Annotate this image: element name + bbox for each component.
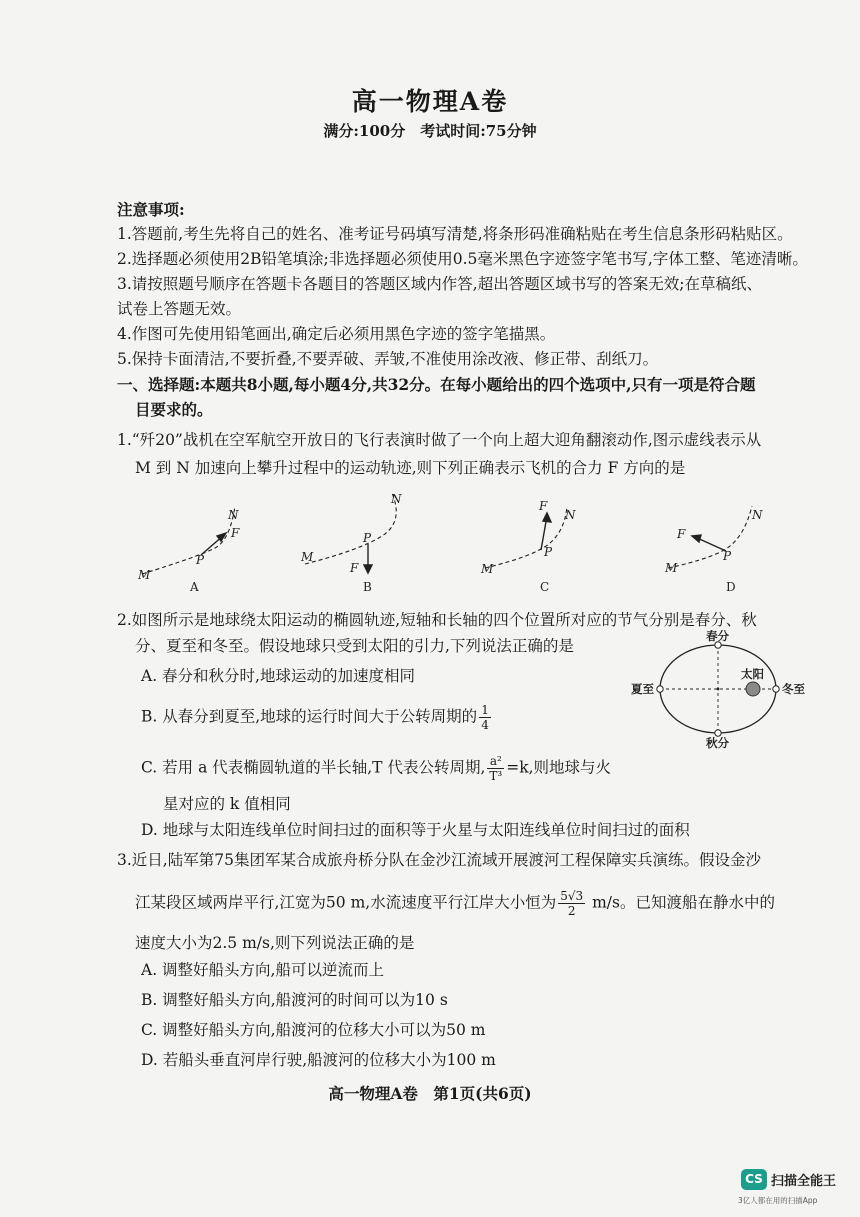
notice-item: 4.作图可先使用铅笔画出,确定后必须用黑色字迹的签字笔描黑。: [117, 325, 556, 343]
label-F: F: [539, 499, 548, 513]
notice-item: 试卷上答题无效。: [117, 300, 242, 318]
label-F: F: [350, 561, 359, 575]
option-label-d: D: [726, 580, 736, 594]
question-1-diagrams: [120, 488, 800, 598]
question-3-option-d: D. 若船头垂直河岸行驶,船渡河的位移大小为100 m: [141, 1051, 496, 1069]
center-dot: [717, 688, 720, 691]
orbit-figure: [628, 628, 816, 750]
question-3-stem: 3.近日,陆军第75集团军某合成旅舟桥分队在金沙江流域开展渡河工程保障实兵演练。假设金沙: [117, 851, 761, 869]
question-2-option-d: D. 地球与太阳连线单位时间扫过的面积等于火星与太阳连线单位时间扫过的面积: [141, 821, 690, 839]
option-label-c: C: [540, 580, 550, 594]
fraction: $\frac{1}{4}$: [481, 703, 489, 732]
notice-item: 5.保持卡面清洁,不要折叠,不要弄破、弄皱,不准使用涂改液、修正带、刮纸刀。: [117, 350, 659, 368]
question-2-option-c: C. 若用 a 代表椭圆轨道的半长轴,T 代表公转周期, $\frac{\text{a²}}{\text{T³}}$ =k,则地球与火: [141, 754, 612, 783]
option-label-a: A: [190, 580, 199, 594]
arrow-head-d: [692, 535, 701, 542]
label-N: N: [391, 492, 402, 506]
camscanner-tagline: 3亿人都在用的扫描App: [738, 1196, 818, 1205]
label-spring: 春分: [706, 629, 729, 643]
label-P: P: [363, 531, 372, 545]
camscanner-logo-icon: CS: [741, 1169, 767, 1190]
option-label-b: B: [363, 580, 372, 594]
label-F: F: [677, 527, 686, 541]
label-sun: 太阳: [741, 667, 764, 681]
fraction: $\frac{\text{a²}}{\text{T³}}$: [489, 754, 503, 783]
label-summer: 夏至: [631, 682, 654, 696]
arrow-head-b: [364, 565, 372, 573]
label-P: P: [544, 545, 553, 559]
label-M: M: [301, 550, 314, 564]
question-3-option-a: A. 调整好船头方向,船可以逆流而上: [141, 961, 384, 979]
notice-item: 2.选择题必须使用2B铅笔填涂;非选择题必须使用0.5毫米黑色字迹签字笔书写,字体工整、笔迹清晰。: [117, 250, 808, 268]
label-autumn: 秋分: [706, 736, 729, 750]
label-M: M: [665, 561, 678, 575]
notice-item: 3.请按照题号顺序在答题卡各题目的答题区域内作答,超出答题区域书写的答案无效;在草稿纸、: [117, 275, 762, 293]
fraction: $\frac{5√3}{2}$: [560, 889, 584, 918]
label-M: M: [138, 568, 151, 582]
label-P: P: [196, 553, 205, 567]
page-footer: 高一物理A卷 第1页(共6页): [328, 1084, 532, 1103]
question-3-stem-cont: 江某段区域两岸平行,江宽为50 m,水流速度平行江岸大小恒为 $\frac{5√3}{2}$ m/s。已知渡船在静水中的: [135, 889, 775, 918]
page-title: 高一物理A卷: [351, 87, 509, 116]
arrow-head-c: [543, 513, 551, 522]
question-3-option-b: B. 调整好船头方向,船渡河的时间可以为10 s: [141, 991, 448, 1009]
section-heading-cont: 目要求的。: [135, 400, 213, 419]
earth-summer: [657, 686, 663, 692]
question-1-stem-cont: M 到 N 加速向上攀升过程中的运动轨迹,则下列正确表示飞机的合力 F 方向的是: [135, 459, 686, 477]
question-1-stem: 1.“歼20”战机在空军航空开放日的飞行表演时做了一个向上超大迎角翻滚动作,图示虚线表示从: [117, 431, 762, 449]
question-3-option-c: C. 调整好船头方向,船渡河的位移大小可以为50 m: [141, 1021, 486, 1039]
label-M: M: [481, 562, 494, 576]
exam-info: 满分:100分 考试时间:75分钟: [323, 122, 537, 140]
notice-heading: 注意事项:: [117, 200, 185, 219]
sun-icon: [746, 682, 760, 696]
question-2-option-b: B. 从春分到夏至,地球的运行时间大于公转周期的 $\frac{1}{4}$: [141, 703, 489, 732]
section-heading: 一、选择题:本题共8小题,每小题4分,共32分。在每小题给出的四个选项中,只有一项是符合题: [117, 375, 756, 394]
notice-item: 1.答题前,考生先将自己的姓名、准考证号码填写清楚,将条形码准确粘贴在考生信息条形码粘贴区。: [117, 225, 793, 243]
label-N: N: [752, 508, 763, 522]
question-2-stem: 2.如图所示是地球绕太阳运动的椭圆轨迹,短轴和长轴的四个位置所对应的节气分别是春分、秋: [117, 611, 757, 629]
label-F: F: [231, 526, 240, 540]
label-winter: 冬至: [782, 682, 805, 696]
earth-winter: [773, 686, 779, 692]
trajectory-b: [305, 493, 396, 564]
question-2-option-a: A. 春分和秋分时,地球运动的加速度相同: [141, 667, 415, 685]
label-N: N: [565, 508, 576, 522]
label-P: P: [723, 549, 732, 563]
label-N: N: [228, 508, 239, 522]
question-3-stem-cont: 速度大小为2.5 m/s,则下列说法正确的是: [135, 934, 415, 952]
camscanner-name: 扫描全能王: [771, 1174, 837, 1189]
question-2-stem-cont: 分、夏至和冬至。假设地球只受到太阳的引力,下列说法正确的是: [135, 637, 574, 655]
question-2-option-c-cont: 星对应的 k 值相同: [163, 795, 291, 813]
trajectory-c: [485, 506, 567, 568]
